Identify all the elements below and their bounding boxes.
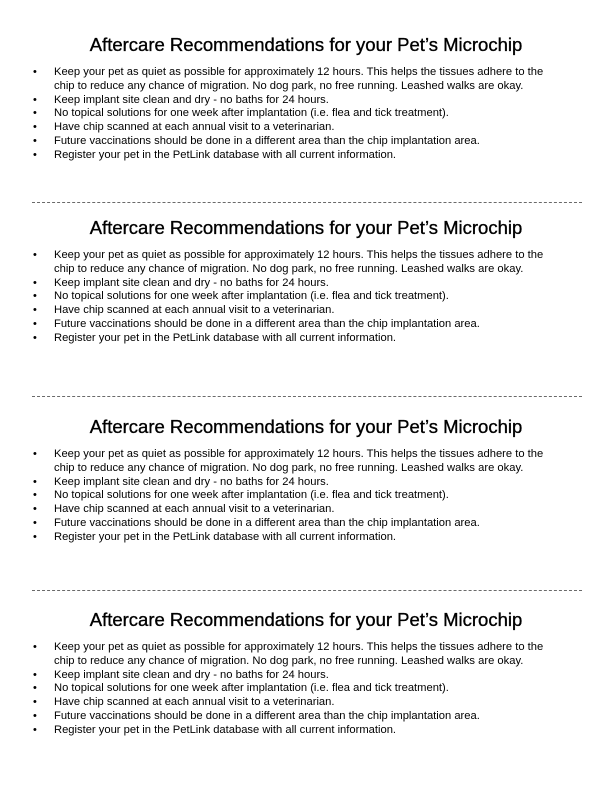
- recommendation-list: [0, 448, 612, 545]
- list-item-text: Future vaccinations should be done in a different area than the chip implantation area.: [54, 134, 480, 147]
- list-item: [0, 94, 560, 108]
- list-item-text: No topical solutions for one week after implantation (i.e. flea and tick treatment).: [54, 682, 449, 695]
- list-item: [0, 503, 560, 517]
- recommendation-list: [0, 641, 612, 738]
- list-item-text: Keep implant site clean and dry - no baths for 24 hours.: [54, 668, 329, 681]
- dashed-cut-line: [32, 396, 582, 397]
- list-item-text: No topical solutions for one week after implantation (i.e. flea and tick treatment).: [54, 489, 449, 502]
- bullet-icon: •: [33, 530, 37, 543]
- list-item-text: Keep your pet as quiet as possible for approximately 12 hours. This helps the tissues adhere to the chip to reduce any chance of migration. No dog park, no free running. Leashed walks are okay.: [54, 66, 544, 92]
- list-item: [0, 332, 560, 346]
- bullet-icon: •: [33, 93, 37, 106]
- list-item: [0, 277, 560, 291]
- bullet-icon: •: [33, 249, 37, 261]
- list-item-text: No topical solutions for one week after implantation (i.e. flea and tick treatment).: [54, 107, 449, 120]
- list-item: [0, 107, 560, 121]
- list-item: [0, 696, 560, 710]
- list-item: [0, 149, 560, 163]
- bullet-icon: •: [33, 448, 37, 460]
- list-item: [0, 318, 560, 332]
- list-item-text: Keep your pet as quiet as possible for approximately 12 hours. This helps the tissues adhere to the chip to reduce any chance of migration. No dog park, no free running. Leashed walks are okay.: [54, 641, 544, 667]
- list-item-text: Have chip scanned at each annual visit to a veterinarian.: [54, 696, 335, 709]
- list-item: [0, 290, 560, 304]
- recommendation-list: [0, 249, 612, 346]
- list-item: [0, 121, 560, 135]
- list-item: [0, 304, 560, 318]
- list-item-text: Have chip scanned at each annual visit to a veterinarian.: [54, 121, 335, 134]
- list-item-text: Register your pet in the PetLink database with all current information.: [54, 723, 397, 736]
- list-item-text: No topical solutions for one week after implantation (i.e. flea and tick treatment).: [54, 290, 449, 303]
- list-item-text: Register your pet in the PetLink database with all current information.: [54, 530, 397, 543]
- bullet-icon: •: [33, 317, 37, 330]
- dashed-cut-line: [32, 590, 582, 591]
- bullet-icon: •: [33, 121, 37, 134]
- card-title: Aftercare Recommendations for your Pet’s Microchip: [89, 416, 523, 437]
- recommendation-list: [0, 66, 612, 163]
- bullet-icon: •: [33, 148, 37, 161]
- list-item: [0, 710, 560, 724]
- card-title: Aftercare Recommendations for your Pet’s Microchip: [89, 34, 523, 55]
- bullet-icon: •: [33, 276, 37, 289]
- bullet-icon: •: [33, 503, 37, 516]
- list-item-text: Have chip scanned at each annual visit to a veterinarian.: [54, 503, 335, 516]
- list-item-text: Keep your pet as quiet as possible for approximately 12 hours. This helps the tissues adhere to the chip to reduce any chance of migration. No dog park, no free running. Leashed walks are okay.: [54, 249, 544, 275]
- bullet-icon: •: [33, 723, 37, 736]
- list-item: [0, 682, 560, 696]
- bullet-icon: •: [33, 516, 37, 529]
- list-item: [0, 249, 560, 277]
- list-item: [0, 66, 560, 94]
- bullet-icon: •: [33, 304, 37, 317]
- bullet-icon: •: [33, 475, 37, 488]
- bullet-icon: •: [33, 489, 37, 502]
- bullet-icon: •: [33, 682, 37, 695]
- list-item: [0, 531, 560, 545]
- list-item-text: Register your pet in the PetLink database with all current information.: [54, 331, 397, 344]
- list-item: [0, 517, 560, 531]
- list-item: [0, 724, 560, 738]
- list-item-text: Future vaccinations should be done in a different area than the chip implantation area.: [54, 317, 480, 330]
- list-item-text: Keep your pet as quiet as possible for approximately 12 hours. This helps the tissues adhere to the chip to reduce any chance of migration. No dog park, no free running. Leashed walks are okay.: [54, 448, 544, 474]
- list-item-text: Future vaccinations should be done in a different area than the chip implantation area.: [54, 516, 480, 529]
- list-item: [0, 489, 560, 503]
- bullet-icon: •: [33, 134, 37, 147]
- card-title: Aftercare Recommendations for your Pet’s Microchip: [89, 217, 523, 238]
- list-item: [0, 448, 560, 476]
- list-item-text: Have chip scanned at each annual visit to a veterinarian.: [54, 304, 335, 317]
- list-item: [0, 641, 560, 669]
- dashed-cut-line: [32, 202, 582, 203]
- bullet-icon: •: [33, 107, 37, 120]
- bullet-icon: •: [33, 668, 37, 681]
- list-item-text: Keep implant site clean and dry - no baths for 24 hours.: [54, 93, 329, 106]
- bullet-icon: •: [33, 641, 37, 653]
- list-item-text: Future vaccinations should be done in a different area than the chip implantation area.: [54, 709, 480, 722]
- list-item-text: Keep implant site clean and dry - no baths for 24 hours.: [54, 475, 329, 488]
- card-title: Aftercare Recommendations for your Pet’s Microchip: [89, 609, 523, 630]
- list-item: [0, 476, 560, 490]
- list-item-text: Register your pet in the PetLink database with all current information.: [54, 148, 397, 161]
- bullet-icon: •: [33, 290, 37, 303]
- bullet-icon: •: [33, 696, 37, 709]
- bullet-icon: •: [33, 331, 37, 344]
- list-item: [0, 669, 560, 683]
- bullet-icon: •: [33, 66, 37, 78]
- list-item: [0, 135, 560, 149]
- list-item-text: Keep implant site clean and dry - no baths for 24 hours.: [54, 276, 329, 289]
- bullet-icon: •: [33, 709, 37, 722]
